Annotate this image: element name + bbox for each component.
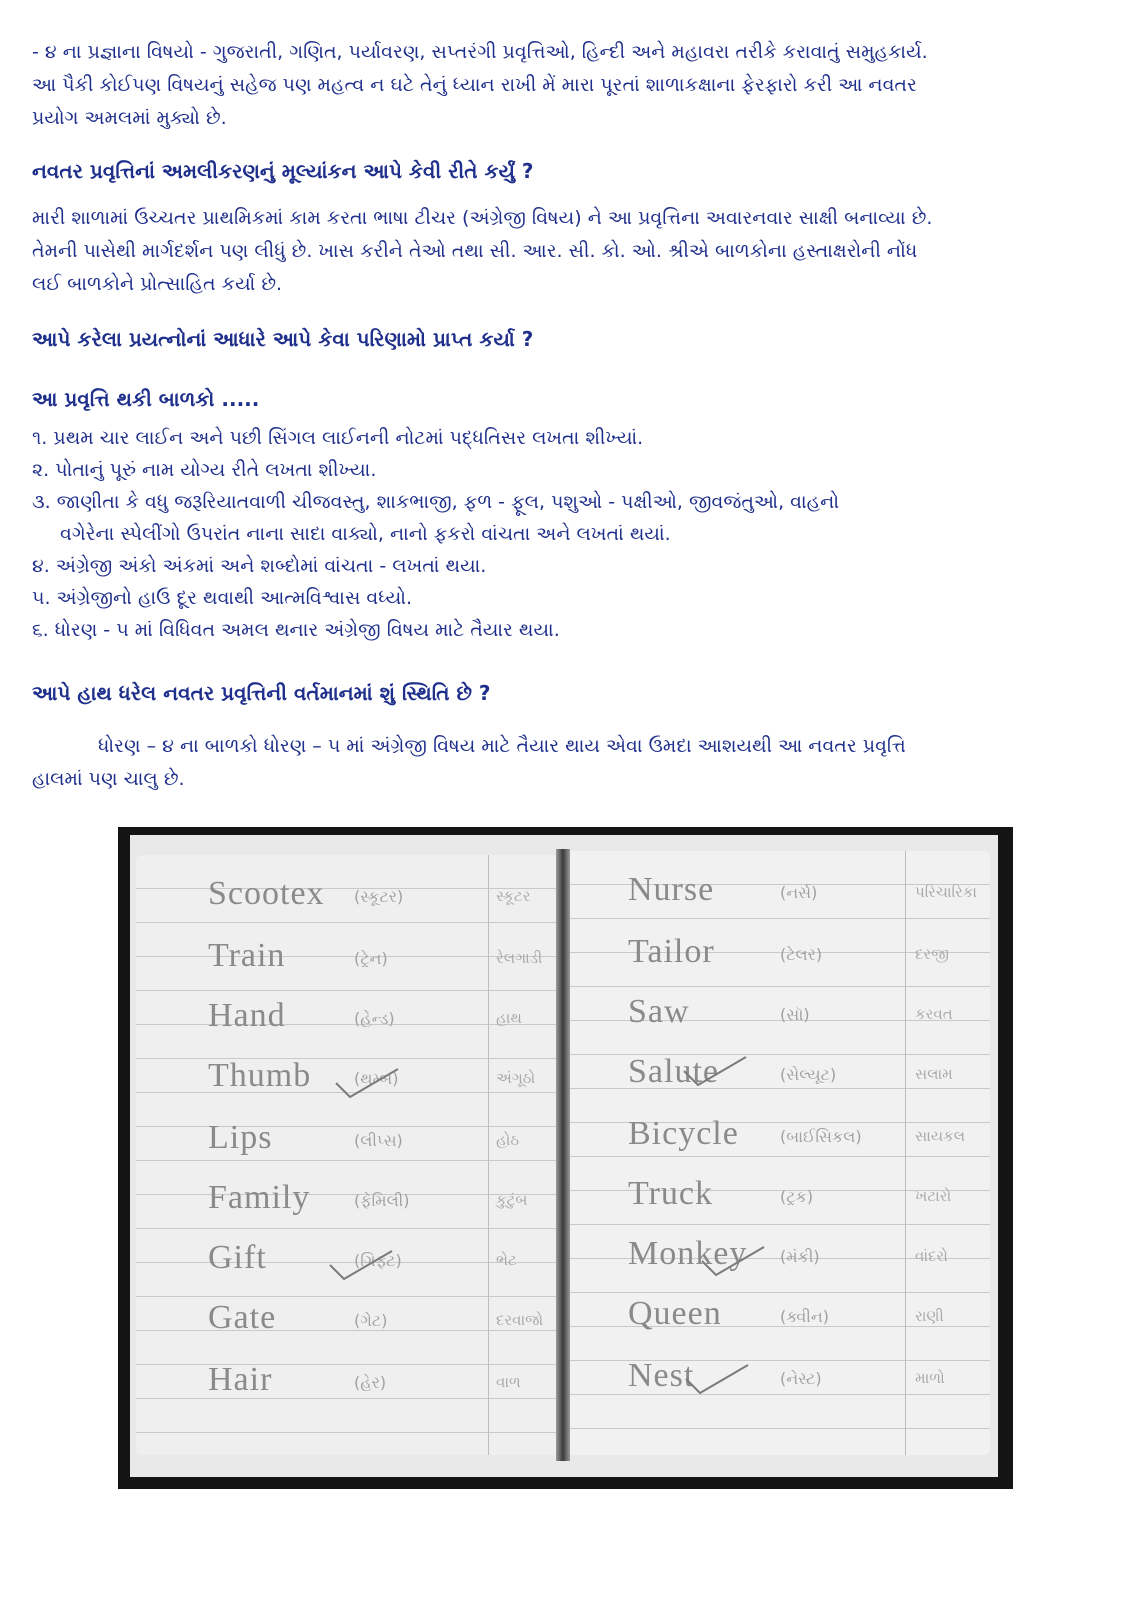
evaluation-line-2: તેમની પાસેથી માર્ગદર્શન પણ લીધું છે. ખાસ કરીને તેઓ તથા સી. આર. સી. કો. ઓ. શ્રીએ બાળકોના હસ્તાક્ષરોની નોંધ (32, 240, 918, 262)
evaluation-line-1: મારી શાળામાં ઉચ્ચતર પ્રાથમિકમાં કામ કરતા ભાષા ટીચર (અંગ્રેજી વિષય) ને આ પ્રવૃત્તિના અવારનવાર સાક્ષી બનાવ્યા છે. (32, 207, 933, 229)
result-item-5: ૫. અંગ્રેજીનો હાઉ દૂર થવાથી આત્મવિશ્વાસ વધ્યો. (32, 587, 413, 609)
english-word: Train (208, 937, 286, 974)
english-word: Gift (208, 1239, 267, 1276)
notebook-right-page (570, 851, 990, 1455)
notebook-right-row (570, 993, 990, 1049)
notebook-right-row (570, 871, 990, 927)
notebook-right-row (570, 1115, 990, 1171)
pronunciation-gujarati: (ક્વીન) (780, 1307, 830, 1326)
notebook-photo (118, 827, 1013, 1489)
meaning-gujarati: અંગૂઠો (496, 1069, 536, 1087)
results-question-heading: આપે કરેલા પ્રયત્નોનાં આધારે આપે કેવા પરિણામો પ્રાપ્ત કર્યા ? (32, 327, 534, 351)
english-word: Bicycle (628, 1115, 739, 1152)
evaluation-heading: નવતર પ્રવૃત્તિનાં અમલીકરણનું મૂલ્યાંકન આપે કેવી રીતે કર્યું ? (32, 159, 534, 183)
notebook (130, 835, 998, 1477)
meaning-gujarati: કરવત (915, 1005, 953, 1023)
result-item-2: ૨. પોતાનું પૂરું નામ યોગ્ય રીતે લખતા શીખ્યા. (32, 459, 377, 481)
status-line-2: હાલમાં પણ ચાલુ છે. (32, 768, 185, 790)
notebook-left-row (136, 937, 556, 993)
pronunciation-gujarati: (સૉ) (780, 1005, 810, 1024)
teacher-tick-mark (682, 1361, 752, 1401)
notebook-left-row (136, 1119, 556, 1175)
meaning-gujarati: વાંદરો (915, 1247, 948, 1265)
result-item-3b: વગેરેના સ્પેલીંગો ઉપરાંત નાના સાદા વાક્યો, નાનો ફકરો વાંચતા અને લખતાં થયાં. (60, 523, 671, 545)
notebook-left-row (136, 1239, 556, 1295)
results-heading: આ પ્રવૃત્તિ થકી બાળકો ..... (32, 387, 260, 411)
pronunciation-gujarati: (સેલ્યૂટ) (780, 1065, 837, 1084)
result-item-6: ૬. ધોરણ - ૫ માં વિધિવત અમલ થનાર અંગ્રેજી વિષય માટે તૈયાર થયા. (32, 619, 560, 641)
notebook-right-row (570, 1175, 990, 1231)
notebook-left-row (136, 997, 556, 1053)
meaning-gujarati: માળો (915, 1369, 945, 1387)
evaluation-line-3: લઈ બાળકોને પ્રોત્સાહિત કર્યા છે. (32, 273, 283, 295)
notebook-right-row (570, 933, 990, 989)
english-word: Lips (208, 1119, 273, 1156)
meaning-gujarati: વાળ (496, 1373, 521, 1391)
pronunciation-gujarati: (ગેટ) (354, 1311, 388, 1330)
meaning-gujarati: દરજી (915, 945, 949, 963)
english-word: Family (208, 1179, 311, 1216)
notebook-right-row (570, 1053, 990, 1109)
intro-line-2: આ પૈકી કોઈપણ વિષયનું સહેજ પણ મહત્વ ન ઘટે તેનું ધ્યાન રાખી મેં મારા પૂરતાં શાળાકક્ષાના ફેરફારો કરી આ નવતર (32, 74, 917, 96)
pronunciation-gujarati: (લીપ્સ) (354, 1131, 403, 1150)
intro-paragraph (32, 36, 1104, 135)
notebook-left-row (136, 1299, 556, 1355)
evaluation-paragraph (32, 202, 1104, 301)
status-heading: આપે હાથ ધરેલ નવતર પ્રવૃત્તિની વર્તમાનમાં શું સ્થિતિ છે ? (32, 681, 491, 705)
notebook-right-row (570, 1235, 990, 1291)
notebook-right-row (570, 1295, 990, 1351)
notebook-right-row (570, 1357, 990, 1413)
pronunciation-gujarati: (નર્સ) (780, 883, 818, 902)
pronunciation-gujarati: (થમ્બ) (354, 1069, 399, 1088)
pronunciation-gujarati: (ટ્રક) (780, 1187, 814, 1206)
meaning-gujarati: પરિચારિકા (915, 883, 977, 901)
english-word: Hair (208, 1361, 273, 1398)
meaning-gujarati: દરવાજો (496, 1311, 544, 1329)
meaning-gujarati: સાયકલ (915, 1127, 966, 1145)
english-word: Gate (208, 1299, 277, 1336)
teacher-tick-mark (698, 1243, 768, 1283)
result-item-3a: ૩. જાણીતા કે વધુ જરૂરિયાતવાળી ચીજવસ્તુ, શાકભાજી, ફળ - ફૂલ, પશુઓ - પક્ષીઓ, જીવજંતુઓ, વાહનો (32, 491, 840, 513)
pronunciation-gujarati: (ટ્રેન) (354, 949, 388, 968)
status-line-1: ધોરણ – ૪ ના બાળકો ધોરણ – ૫ માં અંગ્રેજી વિષય માટે તૈયાર થાય એવા ઉમદા આશયથી આ નવતર પ્રવૃત્તિ (98, 735, 906, 757)
notebook-spine (556, 849, 570, 1461)
pronunciation-gujarati: (નેસ્ટ) (780, 1369, 822, 1388)
meaning-gujarati: ખટારો (915, 1187, 952, 1205)
teacher-tick-mark (332, 1065, 402, 1105)
status-paragraph (32, 730, 1104, 796)
result-item-1: ૧. પ્રથમ ચાર લાઈન અને પછી સિંગલ લાઈનની નોટમાં પદ્ધતિસર લખતા શીખ્યાં. (32, 427, 644, 449)
pronunciation-gujarati: (સ્કૂટર) (354, 887, 404, 906)
english-word: Nest (628, 1357, 695, 1394)
meaning-gujarati: સલામ (915, 1065, 953, 1083)
meaning-gujarati: ભેટ (496, 1251, 517, 1269)
meaning-gujarati: હાથ (496, 1009, 522, 1027)
meaning-gujarati: રાણી (915, 1307, 944, 1325)
pronunciation-gujarati: (ફેમિલી) (354, 1191, 410, 1210)
pronunciation-gujarati: (ગિફ્ટ) (354, 1251, 402, 1270)
meaning-gujarati: હોઠ (496, 1131, 520, 1149)
results-list (32, 422, 1104, 646)
english-word: Queen (628, 1295, 722, 1332)
pronunciation-gujarati: (હેર) (354, 1373, 387, 1392)
english-word: Truck (628, 1175, 713, 1212)
english-word: Monkey (628, 1235, 748, 1272)
english-word: Saw (628, 993, 690, 1030)
meaning-gujarati: કુટુંબ (496, 1191, 528, 1209)
english-word: Scootex (208, 875, 325, 912)
english-word: Tailor (628, 933, 715, 970)
pronunciation-gujarati: (ટેલર) (780, 945, 823, 964)
english-word: Thumb (208, 1057, 312, 1094)
pronunciation-gujarati: (બાઈસિકલ) (780, 1127, 862, 1146)
intro-line-3: પ્રયોગ અમલમાં મુક્યો છે. (32, 107, 227, 129)
teacher-tick-mark (680, 1053, 750, 1093)
notebook-left-row (136, 1361, 556, 1417)
notebook-left-row (136, 1179, 556, 1235)
intro-line-1: - ૪ ના પ્રજ્ઞાના વિષયો - ગુજરાતી, ગણિત, પર્યાવરણ, સપ્તરંગી પ્રવૃત્તિઓ, હિન્દી અને મહાવરા તરીકે કરાવાતું સમુહકાર્ય. (32, 41, 928, 63)
notebook-left-row (136, 875, 556, 931)
notebook-left-row (136, 1057, 556, 1113)
english-word: Nurse (628, 871, 715, 908)
pronunciation-gujarati: (હેન્ડ) (354, 1009, 395, 1028)
english-word: Salute (628, 1053, 719, 1090)
meaning-gujarati: રેલગાડી (496, 949, 543, 967)
teacher-tick-mark (326, 1247, 396, 1287)
result-item-4: ૪. અંગ્રેજી અંકો અંકમાં અને શબ્દોમાં વાંચતા - લખતાં થયા. (32, 555, 487, 577)
notebook-left-page (136, 855, 556, 1455)
meaning-gujarati: સ્કૂટર (496, 887, 531, 905)
pronunciation-gujarati: (મંકી) (780, 1247, 820, 1266)
english-word: Hand (208, 997, 286, 1034)
